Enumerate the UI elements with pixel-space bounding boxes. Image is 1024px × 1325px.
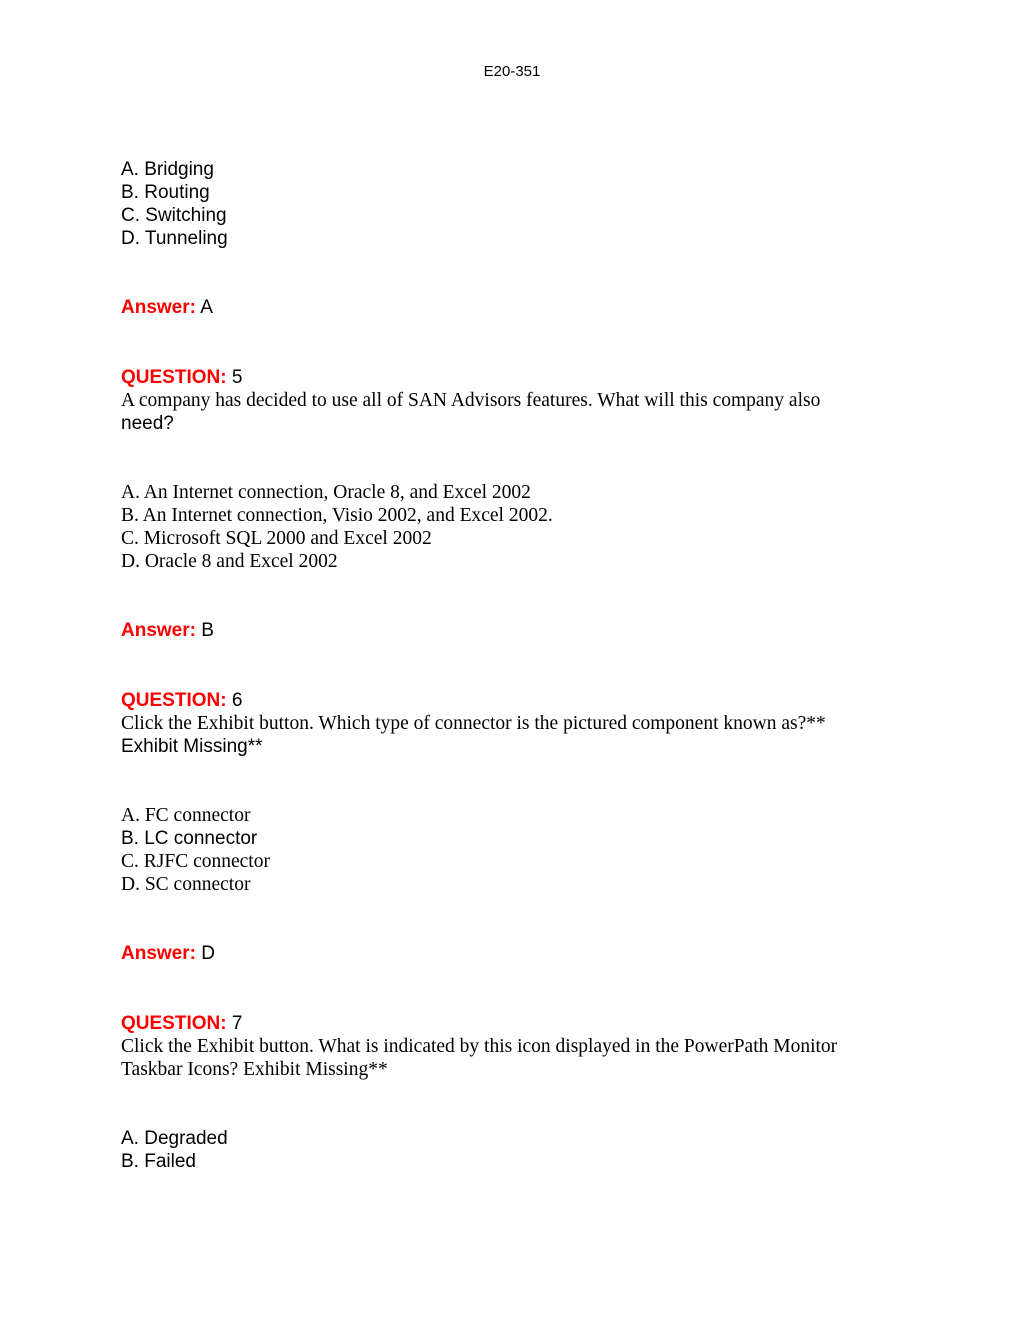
q5-option-d: D. Oracle 8 and Excel 2002 [121, 551, 338, 572]
q6-heading [121, 689, 242, 712]
q6-text-line2: Exhibit Missing** [121, 736, 263, 757]
q5-option-c: C. Microsoft SQL 2000 and Excel 2002 [121, 528, 432, 549]
q6-answer [121, 942, 215, 965]
q4-answer [121, 296, 213, 319]
q6-question-number: 6 [231, 690, 243, 711]
q4-option-d: D. Tunneling [121, 228, 228, 249]
q7-heading [121, 1012, 242, 1035]
q6-answer-label: Answer: [121, 943, 196, 964]
q6-option-c: C. RJFC connector [121, 851, 270, 872]
q5-question-number: 5 [231, 367, 243, 388]
q4-option-a: A. Bridging [121, 159, 214, 180]
q6-text-line1: Click the Exhibit button. Which type of connector is the pictured component known as?** [121, 713, 826, 734]
q5-answer [121, 619, 214, 642]
q5-option-a: A. An Internet connection, Oracle 8, and Excel 2002 [121, 482, 531, 503]
q5-answer-label: Answer: [121, 620, 196, 641]
q5-text-line1: A company has decided to use all of SAN Advisors features. What will this company also [121, 390, 821, 411]
q4-answer-value: A [200, 297, 213, 318]
q5-heading [121, 366, 242, 389]
q6-question-label: QUESTION: [121, 690, 227, 711]
q6-option-d: D. SC connector [121, 874, 251, 895]
q5-option-b: B. An Internet connection, Visio 2002, and Excel 2002. [121, 505, 553, 526]
q7-question-number: 7 [231, 1013, 243, 1034]
q5-answer-value: B [201, 620, 214, 641]
q7-text-line1: Click the Exhibit button. What is indicated by this icon displayed in the PowerPath Monitor [121, 1036, 838, 1057]
q6-option-b: B. LC connector [121, 828, 258, 849]
q4-option-b: B. Routing [121, 182, 210, 203]
q7-option-a: A. Degraded [121, 1128, 228, 1149]
page-header-title: E20-351 [483, 63, 541, 80]
q5-text-line2: need? [121, 413, 174, 434]
q6-answer-value: D [201, 943, 215, 964]
q7-text-line2: Taskbar Icons? Exhibit Missing** [121, 1059, 388, 1080]
q7-question-label: QUESTION: [121, 1013, 227, 1034]
q4-answer-label: Answer: [121, 297, 196, 318]
q4-option-c: C. Switching [121, 205, 227, 226]
q6-option-a: A. FC connector [121, 805, 251, 826]
q7-option-b: B. Failed [121, 1151, 196, 1172]
q5-question-label: QUESTION: [121, 367, 227, 388]
